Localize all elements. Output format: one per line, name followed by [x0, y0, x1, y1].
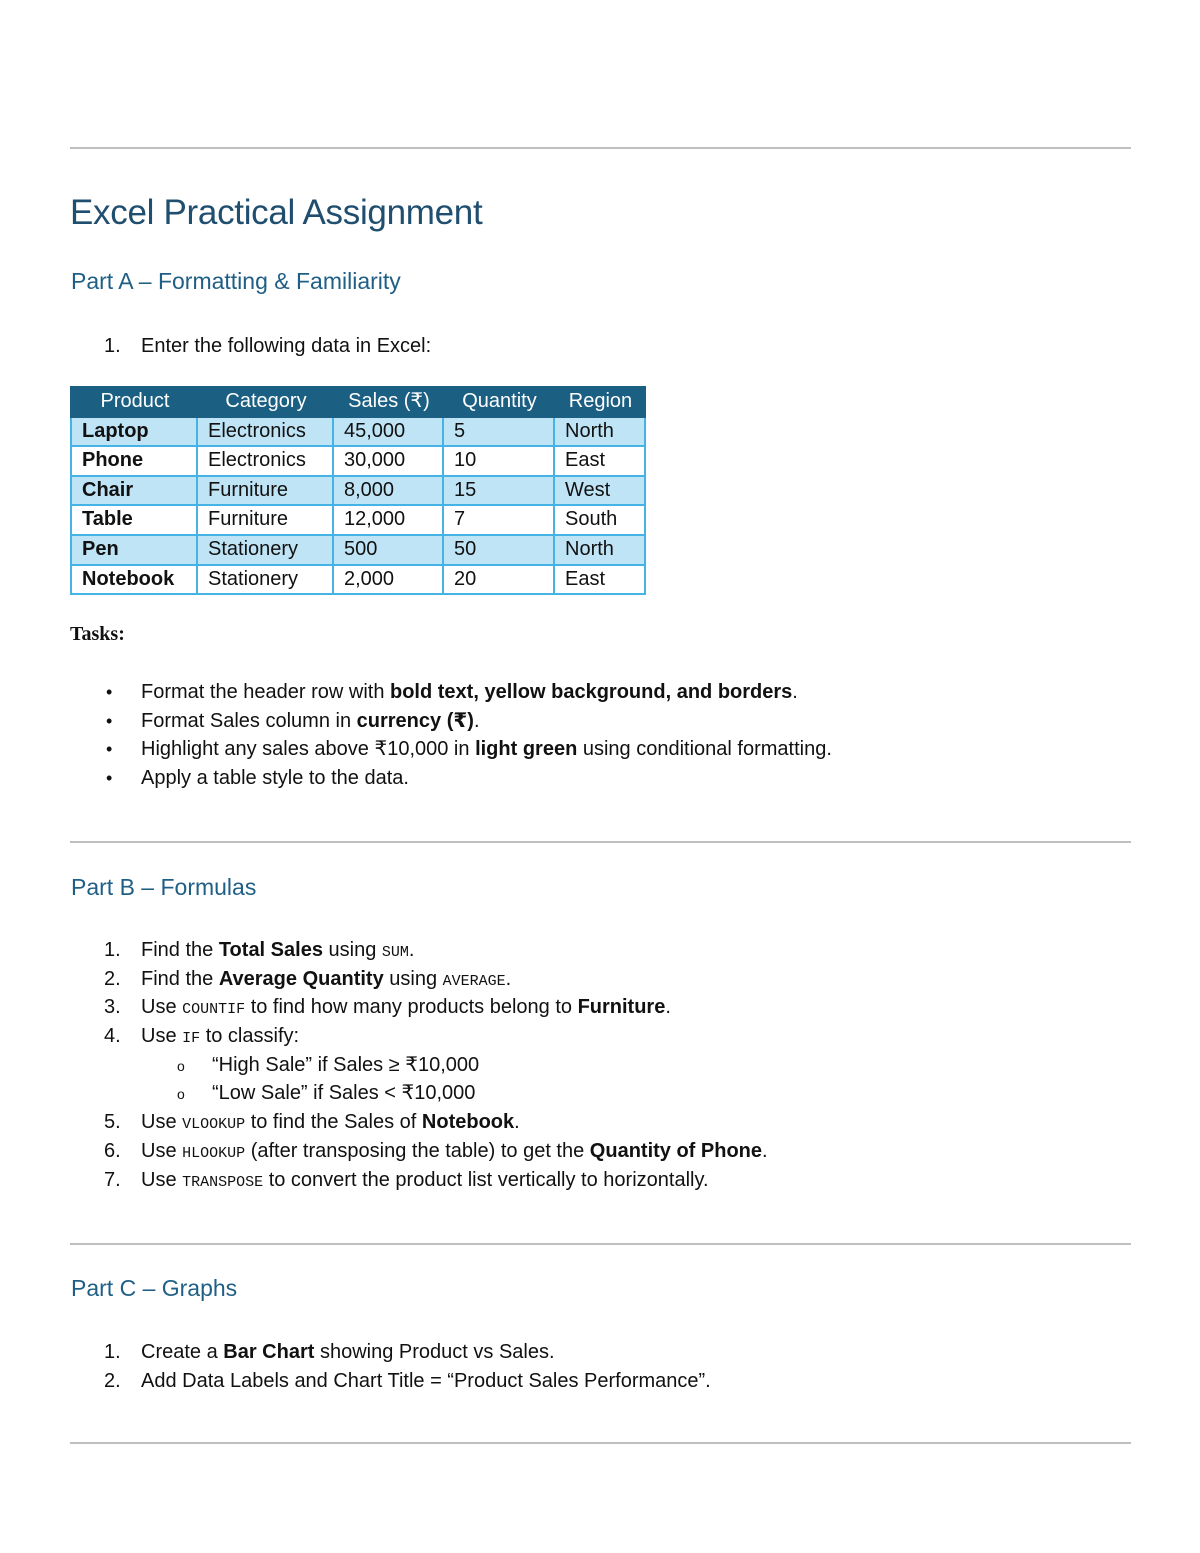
cell-quantity: 10	[443, 446, 554, 476]
divider-top	[70, 147, 1131, 149]
formula-code: HLOOKUP	[182, 1144, 246, 1162]
cell-category: Furniture	[197, 476, 333, 506]
list-number: 1.	[104, 335, 121, 357]
item-text: .	[408, 939, 415, 961]
cell-quantity: 15	[443, 476, 554, 506]
header-product: Product	[71, 387, 197, 417]
divider-bottom	[70, 1442, 1131, 1444]
list-item	[70, 764, 832, 793]
sub-bullet-marker: o	[177, 1057, 185, 1074]
sales-data-table	[70, 386, 646, 595]
list-number: 5.	[104, 1111, 121, 1134]
bullet-marker: •	[106, 682, 113, 702]
task-text: Format the header row with	[141, 681, 390, 703]
divider-part-b	[70, 841, 1131, 843]
list-number: 7.	[104, 1168, 121, 1191]
part-a-steps	[70, 332, 431, 361]
tasks-list	[70, 678, 832, 793]
part-c-heading: Part C – Graphs	[71, 1275, 238, 1301]
cell-region: South	[554, 505, 645, 535]
header-quantity: Quantity	[443, 387, 554, 417]
cell-quantity: 50	[443, 535, 554, 565]
divider-part-c	[70, 1243, 1131, 1245]
item-bold-text: Total Sales	[218, 939, 323, 961]
list-number: 3.	[104, 996, 121, 1019]
task-text: .	[792, 681, 798, 703]
table-row	[71, 535, 645, 565]
part-c-graphs-list	[70, 1338, 711, 1395]
formula-code: TRANSPOSE	[182, 1173, 264, 1191]
cell-category: Stationery	[197, 535, 333, 565]
table-row	[71, 446, 645, 476]
task-bold-text: light green	[475, 738, 578, 761]
formula-code: AVERAGE	[442, 972, 506, 990]
sub-list-item	[70, 1079, 768, 1108]
cell-product: Notebook	[71, 565, 197, 595]
list-item	[70, 332, 431, 361]
list-item	[70, 1166, 768, 1195]
task-bold-text: bold text, yellow background, and borders	[390, 681, 793, 703]
step-text: Enter the following data in Excel:	[141, 335, 432, 357]
cell-sales: 45,000	[333, 417, 443, 447]
list-number: 1.	[104, 939, 121, 961]
task-text: Apply a table style to the data.	[141, 767, 409, 790]
sub-list-item	[70, 1051, 768, 1080]
item-bold-text: Quantity of Phone	[589, 1139, 763, 1162]
list-item	[70, 993, 768, 1022]
table-row	[71, 565, 645, 595]
list-item	[70, 1022, 768, 1051]
item-text: to convert the product list vertically to horizontally.	[263, 1168, 709, 1191]
item-text: Use	[141, 1168, 183, 1191]
cell-region: North	[554, 417, 645, 447]
cell-quantity: 20	[443, 565, 554, 595]
cell-region: West	[554, 476, 645, 506]
table-row	[71, 417, 645, 447]
formula-code: SUM	[381, 944, 409, 961]
list-number: 2.	[104, 1369, 121, 1392]
cell-product: Chair	[71, 476, 197, 506]
list-item	[70, 936, 768, 965]
cell-category: Stationery	[197, 565, 333, 595]
task-text: .	[473, 709, 480, 732]
list-item	[70, 1108, 768, 1137]
task-text: using conditional formatting.	[577, 738, 832, 761]
cell-category: Electronics	[197, 446, 333, 476]
bullet-marker: •	[106, 739, 113, 760]
item-bold-text: Furniture	[577, 996, 666, 1019]
item-text: Use	[141, 996, 183, 1019]
table-header-row	[71, 387, 645, 417]
list-number: 1.	[104, 1341, 121, 1363]
list-item	[70, 678, 832, 707]
list-item	[70, 735, 832, 764]
cell-product: Phone	[71, 446, 197, 476]
cell-category: Furniture	[197, 505, 333, 535]
item-text: to classify:	[200, 1025, 300, 1048]
cell-product: Pen	[71, 535, 197, 565]
item-text: Create a	[141, 1341, 224, 1363]
list-item	[70, 707, 832, 736]
list-item	[70, 1367, 711, 1396]
item-text: .	[665, 996, 671, 1019]
part-b-formulas-list	[70, 936, 768, 1194]
document-title: Excel Practical Assignment	[70, 193, 483, 232]
item-text: Add Data Labels and Chart Title = “Product Sales Performance”.	[141, 1369, 711, 1392]
task-text: Highlight any sales above ₹10,000 in	[141, 738, 476, 761]
header-sales: Sales (₹)	[333, 387, 443, 417]
cell-sales: 2,000	[333, 565, 443, 595]
item-text: “High Sale” if Sales ≥ ₹10,000	[212, 1053, 480, 1076]
cell-region: East	[554, 446, 645, 476]
formula-code: VLOOKUP	[182, 1116, 246, 1134]
cell-product: Table	[71, 505, 197, 535]
item-text: Use	[141, 1025, 183, 1048]
item-text: using	[322, 939, 382, 961]
cell-region: East	[554, 565, 645, 595]
formula-code: COUNTIF	[182, 1001, 246, 1019]
item-text: (after transposing the table) to get the	[245, 1139, 590, 1162]
item-text: using	[383, 967, 443, 990]
list-number: 2.	[104, 967, 121, 990]
header-category: Category	[197, 387, 333, 417]
part-b-heading: Part B – Formulas	[71, 874, 257, 900]
part-a-heading: Part A – Formatting & Familiarity	[71, 268, 401, 294]
list-item	[70, 1137, 768, 1166]
cell-sales: 30,000	[333, 446, 443, 476]
list-item	[70, 1338, 711, 1367]
table-row	[71, 505, 645, 535]
item-bold-text: Average Quantity	[218, 967, 384, 990]
formula-code: IF	[182, 1030, 201, 1048]
item-text: Use	[141, 1111, 183, 1134]
tasks-label: Tasks:	[70, 623, 125, 645]
cell-sales: 500	[333, 535, 443, 565]
item-text: .	[514, 1111, 520, 1134]
item-text: .	[505, 967, 512, 990]
bullet-marker: •	[106, 768, 113, 789]
task-text: Format Sales column in	[141, 709, 357, 732]
bullet-marker: •	[106, 710, 113, 731]
cell-sales: 12,000	[333, 505, 443, 535]
list-item	[70, 965, 768, 994]
cell-product: Laptop	[71, 417, 197, 447]
cell-quantity: 7	[443, 505, 554, 535]
item-bold-text: Bar Chart	[223, 1341, 315, 1363]
cell-region: North	[554, 535, 645, 565]
item-text: Use	[141, 1139, 183, 1162]
cell-category: Electronics	[197, 417, 333, 447]
item-text: to find how many products belong to	[245, 996, 578, 1019]
table-row	[71, 476, 645, 506]
item-text: Find the	[141, 967, 219, 990]
cell-quantity: 5	[443, 417, 554, 447]
cell-sales: 8,000	[333, 476, 443, 506]
header-region: Region	[554, 387, 645, 417]
list-number: 6.	[104, 1139, 121, 1162]
task-bold-text: currency (₹)	[356, 709, 474, 732]
list-number: 4.	[104, 1025, 121, 1048]
item-text: showing Product vs Sales.	[314, 1341, 555, 1363]
item-text: “Low Sale” if Sales < ₹10,000	[212, 1082, 476, 1105]
item-text: .	[762, 1139, 768, 1162]
sub-bullet-marker: o	[177, 1086, 185, 1103]
item-text: to find the Sales of	[245, 1111, 422, 1134]
item-text: Find the	[141, 939, 219, 961]
item-bold-text: Notebook	[421, 1111, 515, 1134]
